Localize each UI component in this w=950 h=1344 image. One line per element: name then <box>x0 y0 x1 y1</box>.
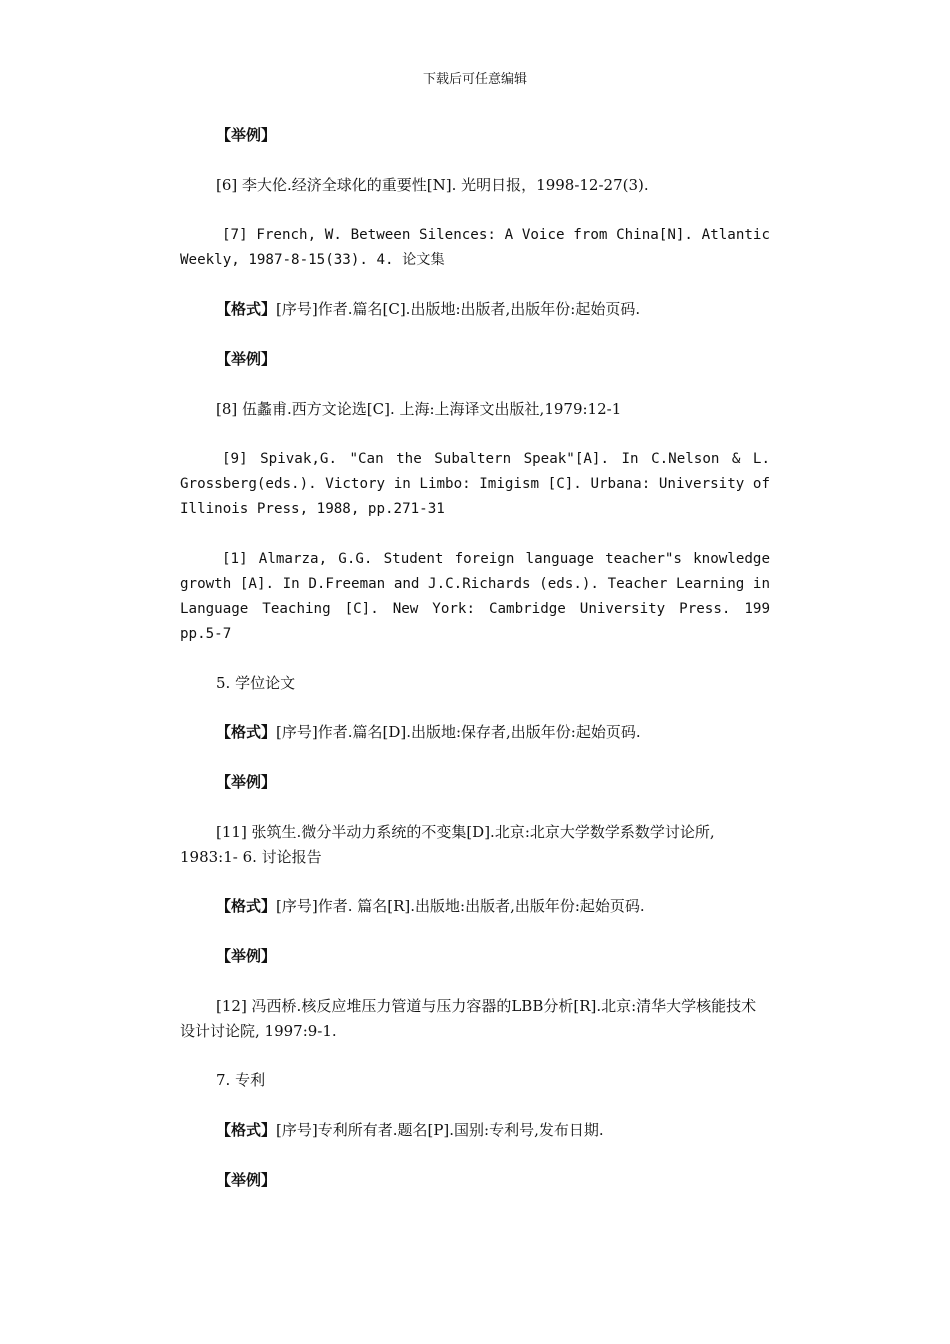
example-label: 【举例】 <box>216 1171 277 1189</box>
reference-12 <box>180 994 770 1044</box>
example-heading <box>180 347 770 372</box>
reference-8 <box>180 397 770 422</box>
example-label: 【举例】 <box>216 350 277 368</box>
example-heading <box>180 770 770 795</box>
reference-9 <box>180 447 770 522</box>
example-label: 【举例】 <box>216 947 277 965</box>
example-heading <box>180 944 770 969</box>
paragraph-text: [9] Spivak,G. "Can the Subaltern Speak"[A]. In C.Nelson & L. Grossberg(eds.). Victory in Limbo: Imigism [C]. Urbana: University of Illinois Press, 1988, pp.271-31 <box>180 451 770 517</box>
paragraph-text: [8] 伍蠡甫.西方文论选[C]. 上海:上海译文出版社,1979:12-1 <box>216 400 622 418</box>
example-heading <box>180 1168 770 1193</box>
format-label: 【格式】 <box>216 897 277 915</box>
paragraph-text: [序号]作者. 篇名[R].出版地:出版者,出版年份:起始页码. <box>276 897 645 915</box>
format-line-conference <box>180 297 770 322</box>
paragraph-text: 5. 学位论文 <box>216 674 296 692</box>
page-header: 下载后可任意编辑 <box>422 72 527 87</box>
format-line-thesis <box>180 720 770 745</box>
paragraph-text: 7. 专利 <box>216 1071 266 1089</box>
paragraph-text: [7] French, W. Between Silences: A Voice from China[N]. Atlantic Weekly, 1987-8-15(33). 4. 论文集 <box>180 227 770 268</box>
section-heading-patent <box>180 1068 770 1093</box>
format-label: 【格式】 <box>216 300 277 318</box>
paragraph-text: [序号]专利所有者.题名[P].国别:专利号,发布日期. <box>276 1121 604 1139</box>
format-line-report <box>180 894 770 919</box>
paragraph-text: [序号]作者.篇名[C].出版地:出版者,出版年份:起始页码. <box>276 300 641 318</box>
example-label: 【举例】 <box>216 773 277 791</box>
reference-11 <box>180 820 770 870</box>
reference-1 <box>180 547 770 647</box>
format-label: 【格式】 <box>216 723 277 741</box>
paragraph-text: [序号]作者.篇名[D].出版地:保存者,出版年份:起始页码. <box>276 723 641 741</box>
example-label: 【举例】 <box>216 126 277 144</box>
paragraph-text: [1] Almarza, G.G. Student foreign language teacher"s knowledge growth [A]. In D.Freeman and J.C.Richards (eds.). Teacher Learning in Language Teaching [C]. New York: Cambridge University Press. 199 pp.5-7 <box>180 551 770 642</box>
paragraph-text: [6] 李大伦.经济全球化的重要性[N]. 光明日报，1998-12-27(3). <box>216 176 649 194</box>
format-line-patent <box>180 1118 770 1143</box>
format-label: 【格式】 <box>216 1121 277 1139</box>
example-heading <box>180 123 770 148</box>
reference-6 <box>180 173 770 198</box>
reference-7 <box>180 223 770 273</box>
paragraph-text: [12] 冯西桥.核反应堆压力管道与压力容器的LBB分析[R].北京:清华大学核能技术设计讨论院, 1997:9-1. <box>180 997 757 1040</box>
section-heading-thesis <box>180 671 770 696</box>
paragraph-text: [11] 张筑生.微分半动力系统的不变集[D].北京:北京大学数学系数学讨论所, 1983:1- 6. 讨论报告 <box>180 823 715 866</box>
